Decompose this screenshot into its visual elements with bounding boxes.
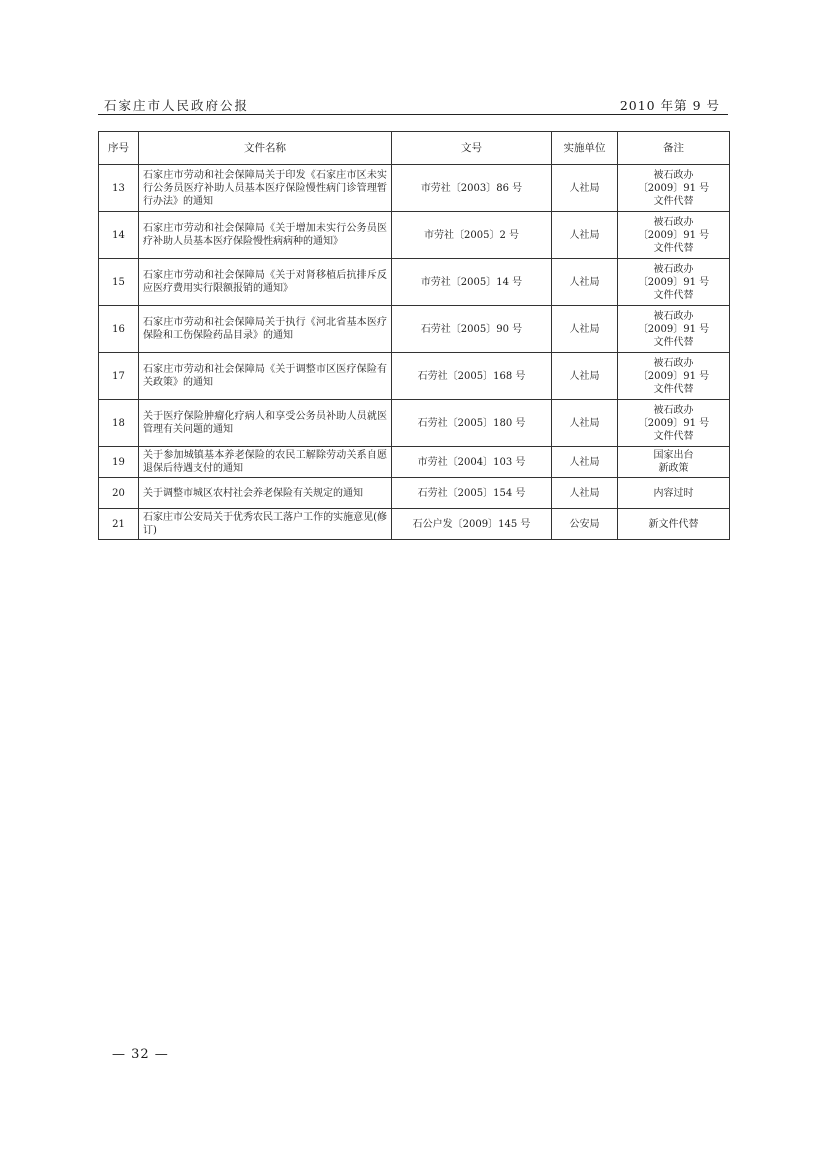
issue-number: 2010 年第 9 号 <box>619 98 720 113</box>
cell-unit: 人社局 <box>552 353 618 400</box>
cell-unit: 人社局 <box>552 478 618 509</box>
cell-doc-no: 市劳社〔2005〕14 号 <box>392 259 552 306</box>
cell-title: 石家庄市公安局关于优秀农民工落户工作的实施意见(修订) <box>139 509 392 540</box>
cell-doc-no: 石劳社〔2005〕168 号 <box>392 353 552 400</box>
table-row <box>99 353 730 400</box>
cell-note: 被石政办 〔2009〕91 号 文件代替 <box>618 212 730 259</box>
cell-title: 关于参加城镇基本养老保险的农民工解除劳动关系自愿退保后待遇支付的通知 <box>139 447 392 478</box>
cell-unit: 人社局 <box>552 447 618 478</box>
page-number: — 32 — <box>112 1047 169 1062</box>
cell-doc-no: 市劳社〔2004〕103 号 <box>392 447 552 478</box>
cell-note: 被石政办 〔2009〕91 号 文件代替 <box>618 353 730 400</box>
cell-note: 被石政办 〔2009〕91 号 文件代替 <box>618 165 730 212</box>
column-header-title: 文件名称 <box>139 132 392 165</box>
cell-no: 20 <box>99 478 139 509</box>
cell-unit: 人社局 <box>552 212 618 259</box>
table-row <box>99 447 730 478</box>
table-row <box>99 478 730 509</box>
cell-doc-no: 市劳社〔2003〕86 号 <box>392 165 552 212</box>
cell-title: 关于调整市城区农村社会养老保险有关规定的通知 <box>139 478 392 509</box>
cell-no: 21 <box>99 509 139 540</box>
document-table <box>98 131 730 540</box>
cell-no: 14 <box>99 212 139 259</box>
cell-note: 被石政办 〔2009〕91 号 文件代替 <box>618 400 730 447</box>
cell-doc-no: 石劳社〔2005〕90 号 <box>392 306 552 353</box>
cell-title: 关于医疗保险肿瘤化疗病人和享受公务员补助人员就医管理有关问题的通知 <box>139 400 392 447</box>
cell-no: 16 <box>99 306 139 353</box>
column-header-unit: 实施单位 <box>552 132 618 165</box>
cell-unit: 人社局 <box>552 306 618 353</box>
table-header-row <box>99 132 730 165</box>
cell-note: 新文件代替 <box>618 509 730 540</box>
table-row <box>99 165 730 212</box>
cell-unit: 人社局 <box>552 400 618 447</box>
cell-no: 19 <box>99 447 139 478</box>
table-row <box>99 400 730 447</box>
cell-title: 石家庄市劳动和社会保障局关于印发《石家庄市区未实行公务员医疗补助人员基本医疗保险慢性病门诊管理暂行办法》的通知 <box>139 165 392 212</box>
cell-no: 15 <box>99 259 139 306</box>
column-header-no: 序号 <box>99 132 139 165</box>
cell-title: 石家庄市劳动和社会保障局《关于调整市区医疗保险有关政策》的通知 <box>139 353 392 400</box>
cell-unit: 公安局 <box>552 509 618 540</box>
column-header-note: 备注 <box>618 132 730 165</box>
page-header <box>98 96 728 115</box>
cell-doc-no: 市劳社〔2005〕2 号 <box>392 212 552 259</box>
table-row <box>99 306 730 353</box>
table-row <box>99 259 730 306</box>
cell-title: 石家庄市劳动和社会保障局《关于对肾移植后抗排斥反应医疗费用实行限额报销的通知》 <box>139 259 392 306</box>
cell-note: 被石政办 〔2009〕91 号 文件代替 <box>618 306 730 353</box>
column-header-doc-no: 文号 <box>392 132 552 165</box>
cell-title: 石家庄市劳动和社会保障局《关于增加未实行公务员医疗补助人员基本医疗保险慢性病病种的通知》 <box>139 212 392 259</box>
table-row <box>99 509 730 540</box>
cell-unit: 人社局 <box>552 165 618 212</box>
cell-no: 18 <box>99 400 139 447</box>
cell-no: 17 <box>99 353 139 400</box>
cell-note: 内容过时 <box>618 478 730 509</box>
cell-no: 13 <box>99 165 139 212</box>
cell-unit: 人社局 <box>552 259 618 306</box>
cell-note: 国家出台 新政策 <box>618 447 730 478</box>
publication-title: 石家庄市人民政府公报 <box>104 98 250 113</box>
cell-title: 石家庄市劳动和社会保障局关于执行《河北省基本医疗保险和工伤保险药品目录》的通知 <box>139 306 392 353</box>
cell-note: 被石政办 〔2009〕91 号 文件代替 <box>618 259 730 306</box>
cell-doc-no: 石公户发〔2009〕145 号 <box>392 509 552 540</box>
table-row <box>99 212 730 259</box>
cell-doc-no: 石劳社〔2005〕180 号 <box>392 400 552 447</box>
cell-doc-no: 石劳社〔2005〕154 号 <box>392 478 552 509</box>
